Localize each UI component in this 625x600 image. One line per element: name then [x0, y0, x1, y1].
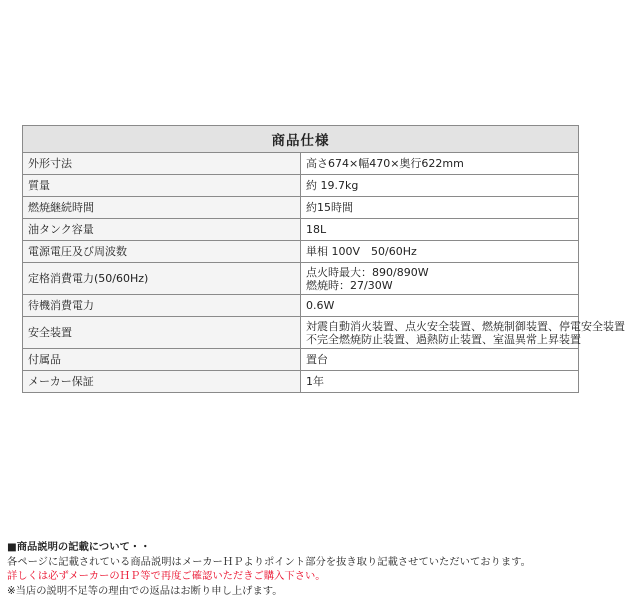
- spec-value-line: 燃焼時：27/30W: [306, 278, 393, 292]
- spec-value: [301, 349, 579, 371]
- spec-value: [301, 197, 579, 219]
- spec-row-weight: [23, 175, 579, 197]
- spec-row-safety-devices: [23, 317, 579, 349]
- spec-label: 電源電圧及び周波数: [23, 241, 301, 263]
- spec-label: 質量: [23, 175, 301, 197]
- spec-value-line: 約15時間: [306, 201, 353, 214]
- spec-value: [301, 241, 579, 263]
- spec-label: 外形寸法: [23, 153, 301, 175]
- spec-value-line: 0.6W: [306, 299, 335, 312]
- spec-value-line: 約 19.7kg: [306, 179, 359, 192]
- spec-value-line: 単相 100V 50/60Hz: [306, 245, 417, 258]
- spec-label: 待機消費電力: [23, 295, 301, 317]
- spec-value: [301, 175, 579, 197]
- spec-value-line: 置台: [306, 353, 328, 366]
- spec-value-line: 対震自動消火装置、点火安全装置、燃焼制御装置、停電安全装置: [306, 319, 625, 333]
- spec-label: 付属品: [23, 349, 301, 371]
- spec-row-burn-time: [23, 197, 579, 219]
- spec-value-line: 不完全燃焼防止装置、過熱防止装置、室温異常上昇装置: [306, 332, 581, 346]
- spec-value-line: 点火時最大：890/890W: [306, 265, 429, 279]
- spec-label: メーカー保証: [23, 371, 301, 393]
- spec-value: [301, 371, 579, 393]
- spec-value: [301, 317, 625, 349]
- spec-value: [301, 263, 579, 295]
- spec-table-title: 商品仕様: [23, 126, 579, 153]
- spec-row-power-supply: [23, 241, 579, 263]
- spec-value: [301, 295, 579, 317]
- spec-label: 油タンク容量: [23, 219, 301, 241]
- spec-row-rated-power: [23, 263, 579, 295]
- spec-value-line: 1年: [306, 375, 324, 388]
- spec-title-row: [23, 126, 579, 153]
- product-description-notes: [7, 540, 597, 598]
- spec-label: 燃焼継続時間: [23, 197, 301, 219]
- notes-line-warning: 詳しくは必ずメーカーのＨＰ等で再度ご確認いただきご購入下さい。: [7, 570, 326, 582]
- spec-row-standby-power: [23, 295, 579, 317]
- spec-label: 定格消費電力(50/60Hz): [23, 263, 301, 295]
- spec-row-accessories: [23, 349, 579, 371]
- spec-row-tank-capacity: [23, 219, 579, 241]
- spec-table: [22, 125, 625, 393]
- spec-value-line: 高さ674×幅470×奥行622mm: [306, 157, 464, 170]
- spec-label: 安全装置: [23, 317, 301, 349]
- notes-line-returns: ※当店の説明不足等の理由での返品はお断り申し上げます。: [7, 584, 283, 597]
- spec-row-dimensions: [23, 153, 579, 175]
- notes-line-source: 各ページに記載されている商品説明はメーカーＨＰよりポイント部分を抜き取り記載させていただいております。: [7, 555, 531, 568]
- spec-value: [301, 153, 579, 175]
- spec-value: [301, 219, 579, 241]
- spec-row-warranty: [23, 371, 579, 393]
- notes-heading: ■商品説明の記載について・・: [7, 541, 151, 553]
- spec-value-line: 18L: [306, 223, 327, 236]
